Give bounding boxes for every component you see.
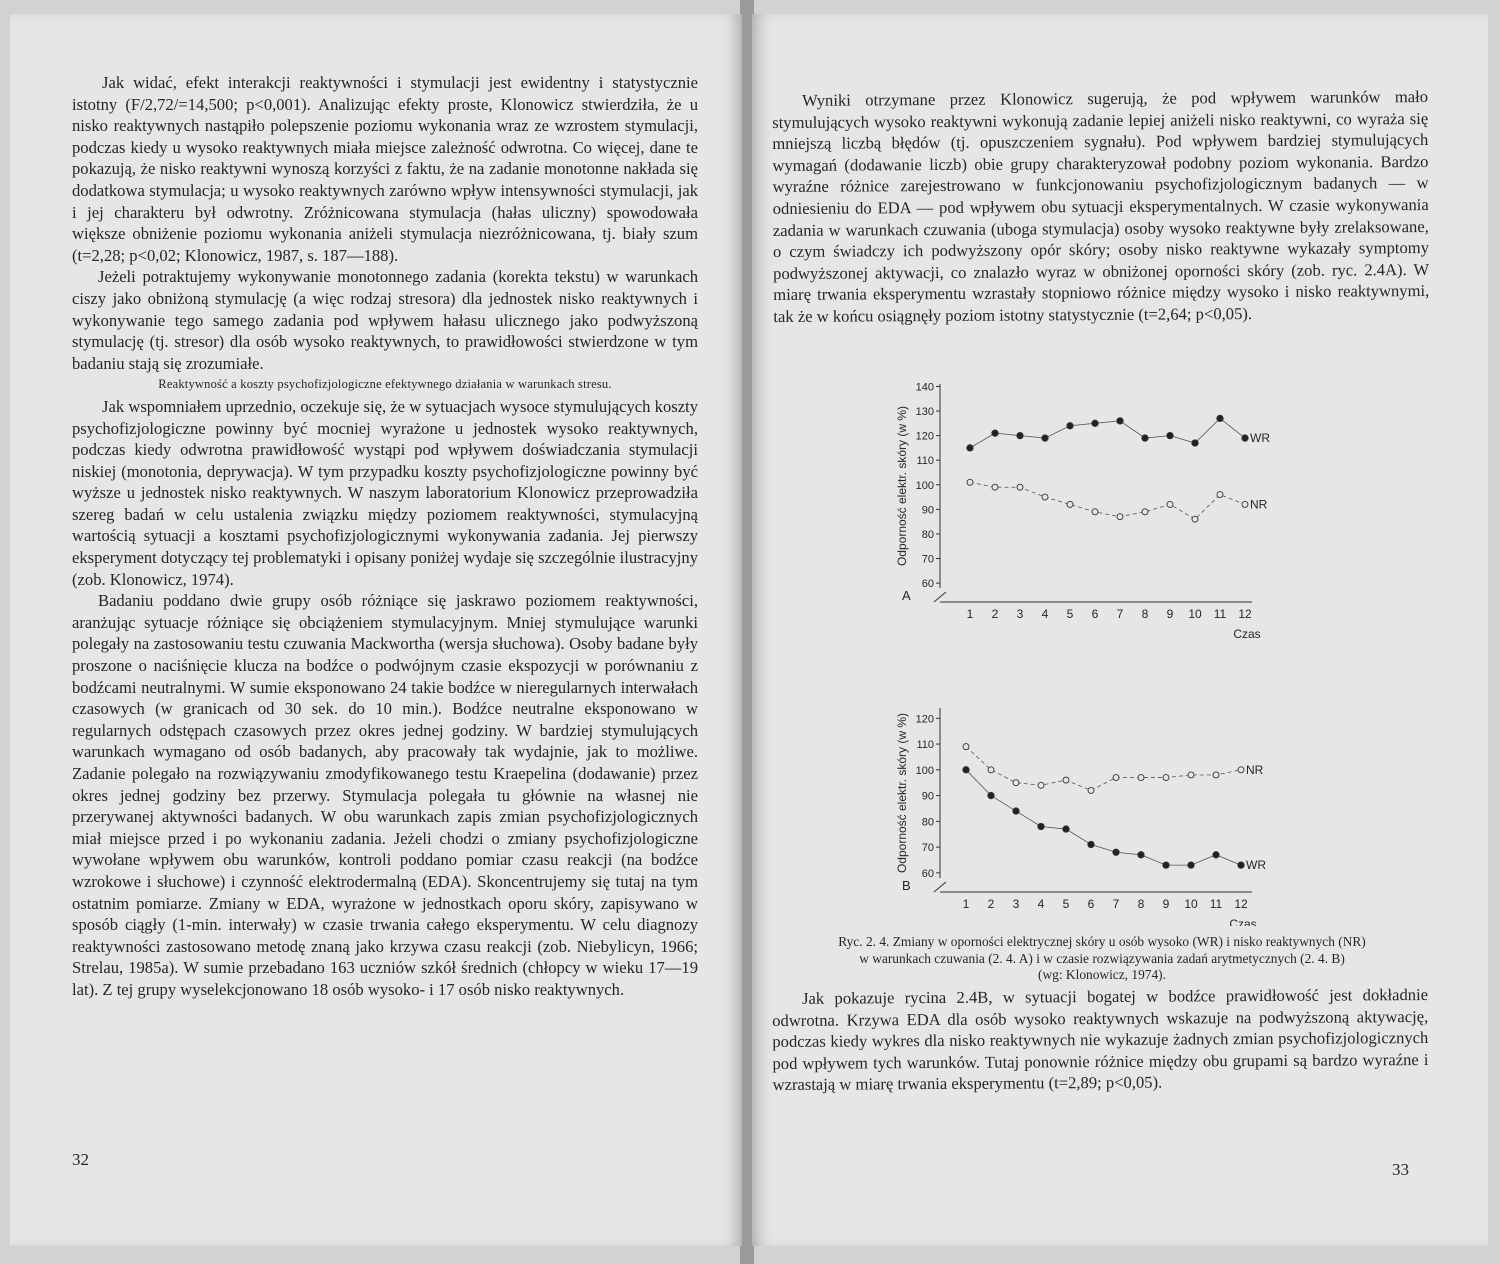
data-point-nr [1038,782,1044,788]
paragraph: Jak wspomniałem uprzednio, oczekuje się, że w sytuacjach wysoce stymulujących koszty psychofizjologiczne powinny być mocniej wyrażone u jednostek wysoko reaktywnych, podczas kiedy odwrotna prawidłowość wystąpi pod wpływem doświadczania stymulacji niskiej (monotonia, deprywacja). W tym przypadku koszty psychofizjologiczne powinny być wyższe u jednostek nisko reaktywnych. W naszym laboratorium Klonowicz przeprowadziła szereg badań w celu ustalenia związku między poziomem reaktywności, stymulacyjną wartością sytuacji a kosztami psychofizjologicznymi wykonywania zadania. Jej pierwszy eksperyment dotyczący tej problematyki i opisany poniżej wydaje się szczególnie ilustracyjny (zob. Klonowicz, 1974). [72,396,698,589]
data-point-wr [1192,440,1198,446]
series-line-wr [966,770,1241,865]
series-label-nr: NR [1250,497,1268,512]
data-point-wr [1038,823,1044,829]
figure-caption [782,934,1422,984]
series-line-wr [970,418,1245,447]
right-text-column-after [772,984,1429,1096]
data-point-wr [1063,826,1069,832]
y-tick-label: 120 [915,430,934,443]
y-axis-label: Odporność elektr. skóry (w %) [895,405,909,567]
data-point-wr [992,430,998,436]
paragraph: Badaniu poddano dwie grupy osób różniące się jaskrawo poziomem reaktywności, aranżując sytuacje różniące się obciążeniem stymulacyjnym. Mniej stymulujące warunki polegały na zastosowaniu testu czuwania Mackwortha (wersja słuchowa). Osoby badane były proszone o naciśnięcie klucza na bodźce o podwójnym czasie ekspozycji w porównaniu z bodźcami neutralnymi. W sumie eksponowano 24 takie bodźce w nieregularnych interwałach czasowych (w granicach od 30 sek. do 10 min.). Bodźce neutralne eksponowano w regularnych odstępach czasowych przez okres jednej godziny. W bardziej stymulujących warunkach wymagano od osób badanych, aby pracowały tak wydajnie, jak to możliwe. Zadanie polegało na rozwiązywaniu zmodyfikowanego testu Kraepelina (dodawanie) przez okres jednej godziny bez przerwy. Stymulacja polegała tu głównie na własnej nie przerywanej aktywności badanych. W obu warunkach zapis zmian psychofizjologicznych miał miejsce przed i po wykonaniu zadania. Jeżeli chodzi o zmiany psychofizjologiczne wywołane wpływem obu warunków, kontroli poddano pomiar czasu reakcji (na bodźce wzrokowe i słuchowe) i czynność elektrodermalną (EDA). Skoncentrujemy się tutaj na tym ostatnim pomiarze. Zmiany w EDA, wyrażone w jednostkach oporu skóry, zapisywano w sposób ciągły (1-min. interwały) w czasie trwania całego eksperymentu. W celu diagnozy reaktywności zastosowano metodę znaną jako krzywa czasu reakcji (zob. Niebylicyn, 1966; Strelau, 1985a). W sumie przebadano 163 uczniów szkół średnich (chłopcy w wieku 17—19 lat). Z tej grupy wyselekcjonowano 18 osób wysoko- i 17 osób nisko reaktywnych. [72,591,698,999]
series-label-nr: NR [1246,762,1264,777]
data-point-wr [1213,852,1219,858]
axis-break-mark [934,592,946,602]
data-point-wr [1217,415,1223,421]
data-point-wr [1013,808,1019,814]
data-point-nr [1013,780,1019,786]
data-point-wr [1238,862,1244,868]
y-tick-label: 140 [915,381,934,394]
figure-2-4 [884,366,1324,926]
x-axis-label: Czas [1233,627,1261,641]
y-axis-label: Odporność elektr. skóry (w %) [895,712,909,874]
section-subheading: Reaktywność a koszty psychofizjologiczne efektywnego działania w warunkach stresu. [158,377,612,392]
x-tick-label: 10 [1184,897,1198,911]
x-tick-label: 1 [966,607,974,621]
paragraph: Wyniki otrzymane przez Klonowicz sugerują, że pod wpływem warunków mało stymulujących wysoko reaktywni wykonują zadanie lepiej aniżeli nisko reaktywni, co wyraża się mniejszą liczbą błędów (tj. opuszczeniem sygnału). Pod wpływem bardziej stymulujących wymagań (dodawanie liczb) obie grupy charakteryzował podobny poziom wykonania. Bardzo wyraźne różnice zarejestrowano w funkcjonowaniu psychofizjologicznym badanych — w odniesieniu do EDA — pod wpływem obu sytuacji eksperymentalnych. W czasie wykonywania zadania w warunkach czuwania (uboga stymulacja) osoby wysoko reaktywne były zrelaksowane, o czym świadczy ich podwyższony opór skóry; osoby nisko reaktywne wykazały symptomy podwyższonej aktywacji, co znalazło wyraz w obniżonej oporności skóry (zob. ryc. 2.4A). W miarę trwania eksperymentu wzrastały stopniowo różnice między wysoko i nisko reaktywnymi, tak że w końcu osiągnęły poziom istotny statystycznie (t=2,64; p<0,05). [772,86,1430,326]
data-point-nr [1167,501,1173,507]
data-point-nr [1217,492,1223,498]
data-point-nr [988,767,994,773]
x-tick-label: 6 [1087,897,1095,911]
data-point-nr [1092,509,1098,515]
x-axis-label: Czas [1229,917,1257,926]
series-line-nr [970,482,1245,519]
x-tick-label: 9 [1166,607,1174,621]
y-tick-label: 80 [921,816,934,829]
y-tick-label: 100 [915,764,934,777]
left-page [10,14,742,1246]
x-tick-label: 6 [1091,607,1099,621]
y-tick-label: 60 [921,867,934,880]
data-point-nr [1192,516,1198,522]
axis-break-mark [934,882,946,892]
x-tick-label: 3 [1012,897,1020,911]
x-tick-label: 2 [991,607,999,621]
data-point-wr [1092,420,1098,426]
x-tick-label: 8 [1141,607,1149,621]
x-tick-label: 4 [1037,897,1045,911]
data-point-wr [1138,852,1144,858]
series-label-wr: WR [1250,431,1270,446]
x-tick-label: 9 [1162,897,1170,911]
data-point-nr [1238,767,1244,773]
y-tick-label: 120 [915,713,934,726]
panel-label: B [902,878,911,893]
data-point-wr [1113,849,1119,855]
x-tick-label: 4 [1041,607,1049,621]
data-point-wr [1117,418,1123,424]
data-point-wr [1163,862,1169,868]
data-point-nr [1188,772,1194,778]
series-line-nr [966,747,1241,791]
y-tick-label: 70 [921,842,934,855]
data-point-nr [1117,514,1123,520]
right-page [752,14,1488,1246]
data-point-nr [1113,775,1119,781]
data-point-nr [963,744,969,750]
data-point-wr [1188,862,1194,868]
series-label-wr: WR [1246,858,1266,873]
data-point-nr [1242,501,1248,507]
data-point-wr [1142,435,1148,441]
caption-line: w warunkach czuwania (2. 4. A) i w czasie rozwiązywania zadań arytmetycznych (2. 4. B) [859,950,1345,966]
data-point-nr [992,484,998,490]
data-point-wr [1017,432,1023,438]
y-tick-label: 110 [916,455,934,468]
data-point-nr [1042,494,1048,500]
data-point-nr [1088,787,1094,793]
x-tick-label: 8 [1137,897,1145,911]
y-tick-label: 90 [921,790,934,803]
data-point-nr [1067,501,1073,507]
data-point-wr [1042,435,1048,441]
y-tick-label: 80 [921,528,934,541]
x-tick-label: 5 [1062,897,1070,911]
data-point-wr [1088,841,1094,847]
x-tick-label: 7 [1116,607,1124,621]
right-text-column [772,86,1429,328]
x-tick-label: 7 [1112,897,1120,911]
y-tick-label: 70 [921,553,934,566]
data-point-wr [988,792,994,798]
y-tick-label: 130 [915,406,934,419]
x-tick-label: 10 [1188,607,1202,621]
y-tick-label: 100 [915,479,934,492]
x-tick-label: 11 [1209,897,1223,911]
data-point-nr [1142,509,1148,515]
paragraph: Jak pokazuje rycina 2.4B, w sytuacji bogatej w bodźce prawidłowość jest dokładnie odwrotna. Krzywa EDA dla osób wysoko reaktywnych wskazuje na podwyższoną aktywację, podczas kiedy wykres dla nisko reaktywnych nie wykazuje żadnych zmian psychofizjologicznych pod wpływem tych warunków. Tutaj ponownie różnice między obu grupami są bardzo wyraźne i wzrastają w miarę trwania eksperymentu (t=2,89; p<0,05). [772,984,1429,1095]
data-point-nr [1213,772,1219,778]
page-number: 33 [1392,1160,1409,1179]
x-tick-label: 12 [1234,897,1248,911]
y-tick-label: 60 [921,578,934,591]
data-point-wr [967,445,973,451]
x-tick-label: 3 [1016,607,1024,621]
data-point-wr [963,767,969,773]
caption-line: Ryc. 2. 4. Zmiany w oporności elektrycznej skóry u osób wysoko (WR) i nisko reaktywnych (NR) [838,934,1366,949]
panel-label: A [902,588,911,603]
data-point-nr [1063,777,1069,783]
data-point-wr [1167,432,1173,438]
data-point-wr [1242,435,1248,441]
paragraph: Jak widać, efekt interakcji reaktywności i stymulacji jest ewidentny i statystycznie istotny (F/2,72/=14,500; p<0,001). Analizując efekty proste, Klonowicz stwierdziła, że u nisko reaktywnych nastąpiło polepszenie poziomu wykonania wraz ze wzrostem stymulacji, podczas kiedy u wysoko reaktywnych miała miejsce zależność odwrotna. Co więcej, dane te pokazują, że nisko reaktywni wynoszą korzyści z faktu, że na zadanie monotonne nakłada się dodatkowa stymulacja; u wysoko reaktywnych zarówno wpływ intensywności stymulacji, jak i jej charakteru był odwrotny. Zróżnicowana stymulacja (hałas uliczny) spowodowała większe obniżenie poziomu wykonania aniżeli stymulacja niezróżnicowana, tj. biały szum (t=2,28; p<0,02; Klonowicz, 1987, s. 187—188). [72,73,698,265]
figure-svg [884,366,1324,926]
x-tick-label: 5 [1066,607,1074,621]
data-point-nr [1163,775,1169,781]
left-text-column [72,72,698,1001]
paragraph: Jeżeli potraktujemy wykonywanie monotonnego zadania (korekta tekstu) w warunkach ciszy jako obniżoną stymulację (a więc rodzaj stresora) dla jednostek nisko reaktywnych i wykonywanie tego samego zadania pod wpływem hałasu ulicznego jako podwyższoną stymulację (tj. stresor) dla osób wysoko reaktywnych, to prawidłowości stwierdzone w tym badaniu stają się zrozumiałe. [72,267,698,373]
data-point-nr [967,479,973,485]
x-tick-label: 1 [962,897,970,911]
data-point-nr [1017,484,1023,490]
y-tick-label: 90 [921,504,934,517]
caption-line: (wg: Klonowicz, 1974). [1038,967,1166,982]
data-point-nr [1138,775,1144,781]
data-point-wr [1067,423,1073,429]
x-tick-label: 2 [987,897,995,911]
x-tick-label: 11 [1213,607,1227,621]
page-number: 32 [72,1150,89,1169]
x-tick-label: 12 [1238,607,1252,621]
y-tick-label: 110 [916,739,934,752]
